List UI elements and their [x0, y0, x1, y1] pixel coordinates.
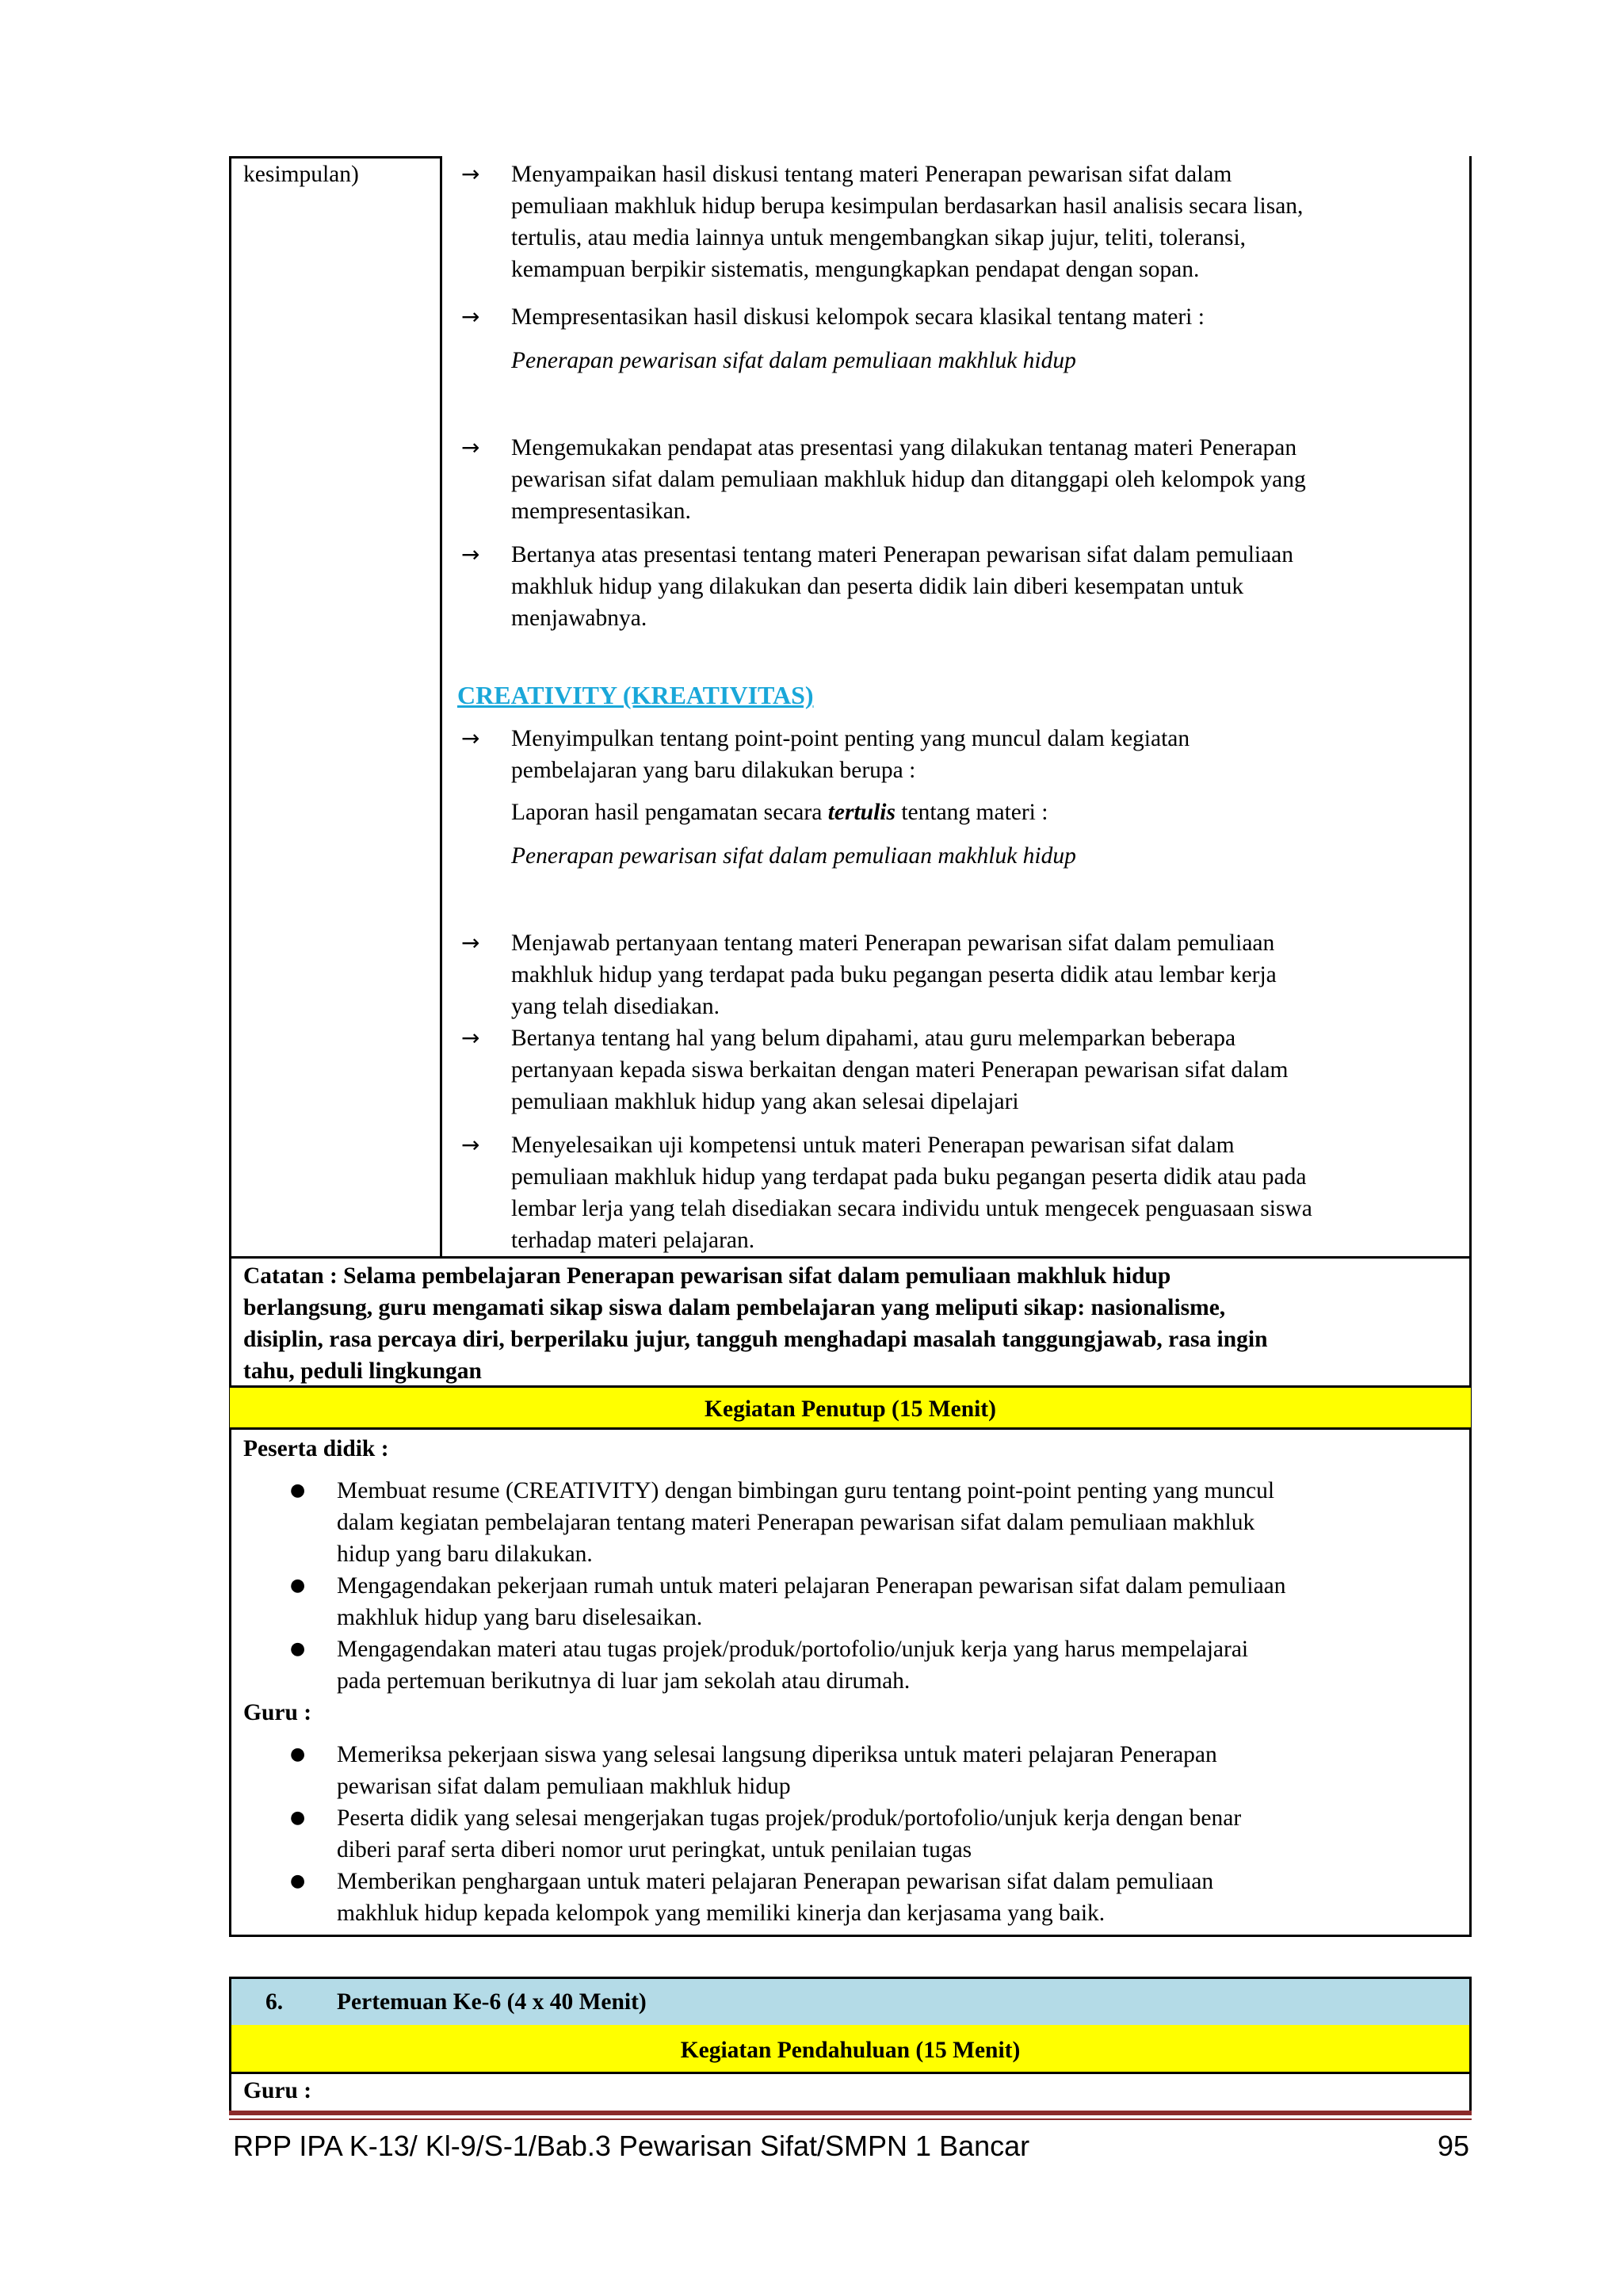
peserta-item2-line2: makhluk hidup yang baru diselesaikan. — [337, 1605, 703, 1630]
peserta-item2-line1: Mengagendakan pekerjaan rumah untuk materi pelajaran Penerapan pewarisan sifat dalam pemuliaan — [337, 1573, 1286, 1599]
peserta-label: Peserta didik : — [243, 1436, 389, 1461]
peserta-item1-line1: Membuat resume (CREATIVITY) dengan bimbingan guru tentang point-point penting yang muncul — [337, 1478, 1275, 1503]
item-b1-line1: Menyimpulkan tentang point-point penting yang muncul dalam kegiatan — [511, 726, 1190, 751]
peserta-item1-line3: hidup yang baru dilakukan. — [337, 1541, 593, 1567]
arrow-right-icon: → — [461, 1132, 480, 1158]
bullet-icon: ● — [290, 1871, 306, 1891]
peserta-item3-line2: pada pertemuan berikutnya di luar jam sekolah atau dirumah. — [337, 1668, 911, 1694]
arrow-right-icon: → — [461, 161, 480, 187]
item-a3-line2: pewarisan sifat dalam pemuliaan makhluk hidup dan ditanggapi oleh kelompok yang — [511, 467, 1306, 492]
table2-left-border — [229, 2072, 231, 2111]
item-a3-line3: mempresentasikan. — [511, 499, 691, 524]
report-bold: tertulis — [827, 800, 896, 825]
guru-label-2: Guru : — [243, 2078, 312, 2103]
item-a2-italic: Penerapan pewarisan sifat dalam pemuliaan makhluk hidup — [511, 348, 1076, 373]
arrow-right-icon: → — [461, 1025, 480, 1051]
item-b3-line2: pertanyaan kepada siswa berkaitan dengan materi Penerapan pewarisan sifat dalam — [511, 1057, 1289, 1083]
item-b1-line2: pembelajaran yang baru dilakukan berupa : — [511, 758, 916, 783]
item-b3-line1: Bertanya tentang hal yang belum dipahami, atau guru melemparkan beberapa — [511, 1026, 1236, 1051]
item-b4-line2: pemuliaan makhluk hidup yang terdapat pada buku pegangan peserta didik atau pada — [511, 1164, 1307, 1190]
item-a4-line3: menjawabnya. — [511, 606, 647, 631]
arrow-right-icon: → — [461, 304, 480, 330]
table2-right-border — [1469, 2072, 1472, 2111]
report-post: tentang materi : — [895, 800, 1048, 825]
item-a1-line3: tertulis, atau media lainnya untuk mengembangkan sikap jujur, teliti, toleransi, — [511, 225, 1247, 250]
table1-column-divider — [440, 156, 442, 1257]
meeting-title: Pertemuan Ke-6 (4 x 40 Menit) — [337, 1989, 647, 2015]
item-a1-line1: Menyampaikan hasil diskusi tentang materi Penerapan pewarisan sifat dalam — [511, 162, 1232, 187]
guru-item3-line1: Memberikan penghargaan untuk materi pelajaran Penerapan pewarisan sifat dalam pemuliaan — [337, 1869, 1214, 1894]
item-a4-line2: makhluk hidup yang dilakukan dan peserta didik lain diberi kesempatan untuk — [511, 574, 1244, 599]
footer-left: RPP IPA K-13/ Kl-9/S-1/Bab.3 Pewarisan Sifat/SMPN 1 Bancar — [233, 2130, 1030, 2162]
guru-item3-line2: makhluk hidup kepada kelompok yang memiliki kinerja dan kerjasama yang baik. — [337, 1901, 1106, 1926]
penutup-title: Kegiatan Penutup (15 Menit) — [705, 1396, 996, 1422]
table1-left-border — [229, 156, 231, 1936]
catatan-line1: Catatan : Selama pembelajaran Penerapan pewarisan sifat dalam pemuliaan makhluk hidup — [243, 1263, 1171, 1289]
item-b4-line3: lembar lerja yang telah disediakan secara individu untuk mengecek penguasaan siswa — [511, 1196, 1312, 1221]
arrow-right-icon: → — [461, 434, 480, 460]
item-b4-line4: terhadap materi pelajaran. — [511, 1228, 755, 1253]
item-b2-line1: Menjawab pertanyaan tentang materi Penerapan pewarisan sifat dalam pemuliaan — [511, 930, 1275, 956]
item-b1-report — [511, 797, 1048, 828]
arrow-right-icon: → — [461, 725, 480, 751]
table1-right-border — [1469, 156, 1472, 1936]
item-b3-line3: pemuliaan makhluk hidup yang akan selesai dipelajari — [511, 1089, 1019, 1114]
catatan-line4: tahu, peduli lingkungan — [243, 1358, 482, 1384]
page-number: 95 — [1437, 2130, 1469, 2162]
report-pre: Laporan hasil pengamatan secara — [511, 800, 828, 825]
pendahuluan-title: Kegiatan Pendahuluan (15 Menit) — [680, 2038, 1021, 2063]
creativity-heading: CREATIVITY (KREATIVITAS) — [457, 681, 814, 709]
guru-item1-line1: Memeriksa pekerjaan siswa yang selesai langsung diperiksa untuk materi pelajaran Penerapan — [337, 1742, 1217, 1767]
guru-item1-line2: pewarisan sifat dalam pemuliaan makhluk hidup — [337, 1774, 791, 1799]
item-b2-line3: yang telah disediakan. — [511, 994, 720, 1019]
guru-label: Guru : — [243, 1700, 312, 1725]
item-a1-line4: kemampuan berpikir sistematis, mengungkapkan pendapat dengan sopan. — [511, 257, 1200, 282]
item-a1-line2: pemuliaan makhluk hidup berupa kesimpulan berdasarkan hasil analisis secara lisan, — [511, 193, 1304, 219]
table1-row-divider-catatan — [229, 1256, 1472, 1259]
arrow-right-icon: → — [461, 541, 480, 567]
arrow-right-icon: → — [461, 930, 480, 956]
table1-bottom-border — [229, 1935, 1472, 1937]
item-a4-line1: Bertanya atas presentasi tentang materi Penerapan pewarisan sifat dalam pemuliaan — [511, 542, 1294, 567]
left-cell-text: kesimpulan) — [243, 162, 359, 187]
catatan-line3: disiplin, rasa percaya diri, berperilaku jujur, tangguh menghadapi masalah tanggungjawab, rasa ingin — [243, 1327, 1268, 1352]
peserta-item3-line1: Mengagendakan materi atau tugas projek/produk/portofolio/unjuk kerja yang harus mempelajarai — [337, 1637, 1249, 1662]
item-b1-italic: Penerapan pewarisan sifat dalam pemuliaan makhluk hidup — [511, 843, 1076, 869]
peserta-item1-line2: dalam kegiatan pembelajaran tentang materi Penerapan pewarisan sifat dalam pemuliaan makhluk — [337, 1510, 1255, 1535]
item-b4-line1: Menyelesaikan uji kompetensi untuk materi Penerapan pewarisan sifat dalam — [511, 1133, 1235, 1158]
bullet-icon: ● — [290, 1744, 306, 1764]
guru-item2-line1: Peserta didik yang selesai mengerjakan tugas projek/produk/portofolio/unjuk kerja dengan benar — [337, 1805, 1242, 1831]
bullet-icon: ● — [290, 1808, 306, 1828]
item-a2-line1: Mempresentasikan hasil diskusi kelompok secara klasikal tentang materi : — [511, 304, 1205, 330]
footer-rule-thick — [229, 2111, 1472, 2115]
bullet-icon: ● — [290, 1639, 306, 1659]
item-a3-line1: Mengemukakan pendapat atas presentasi yang dilakukan tentanag materi Penerapan — [511, 435, 1297, 460]
catatan-line2: berlangsung, guru mengamati sikap siswa dalam pembelajaran yang meliputi sikap: nasionalisme, — [243, 1295, 1226, 1320]
guru-item2-line2: diberi paraf serta diberi nomor urut peringkat, untuk penilaian tugas — [337, 1837, 972, 1862]
meeting-number: 6. — [265, 1989, 284, 2015]
item-b2-line2: makhluk hidup yang terdapat pada buku pegangan peserta didik atau lembar kerja — [511, 962, 1277, 988]
bullet-icon: ● — [290, 1480, 306, 1500]
footer-rule-thin — [229, 2118, 1472, 2120]
bullet-icon: ● — [290, 1576, 306, 1595]
